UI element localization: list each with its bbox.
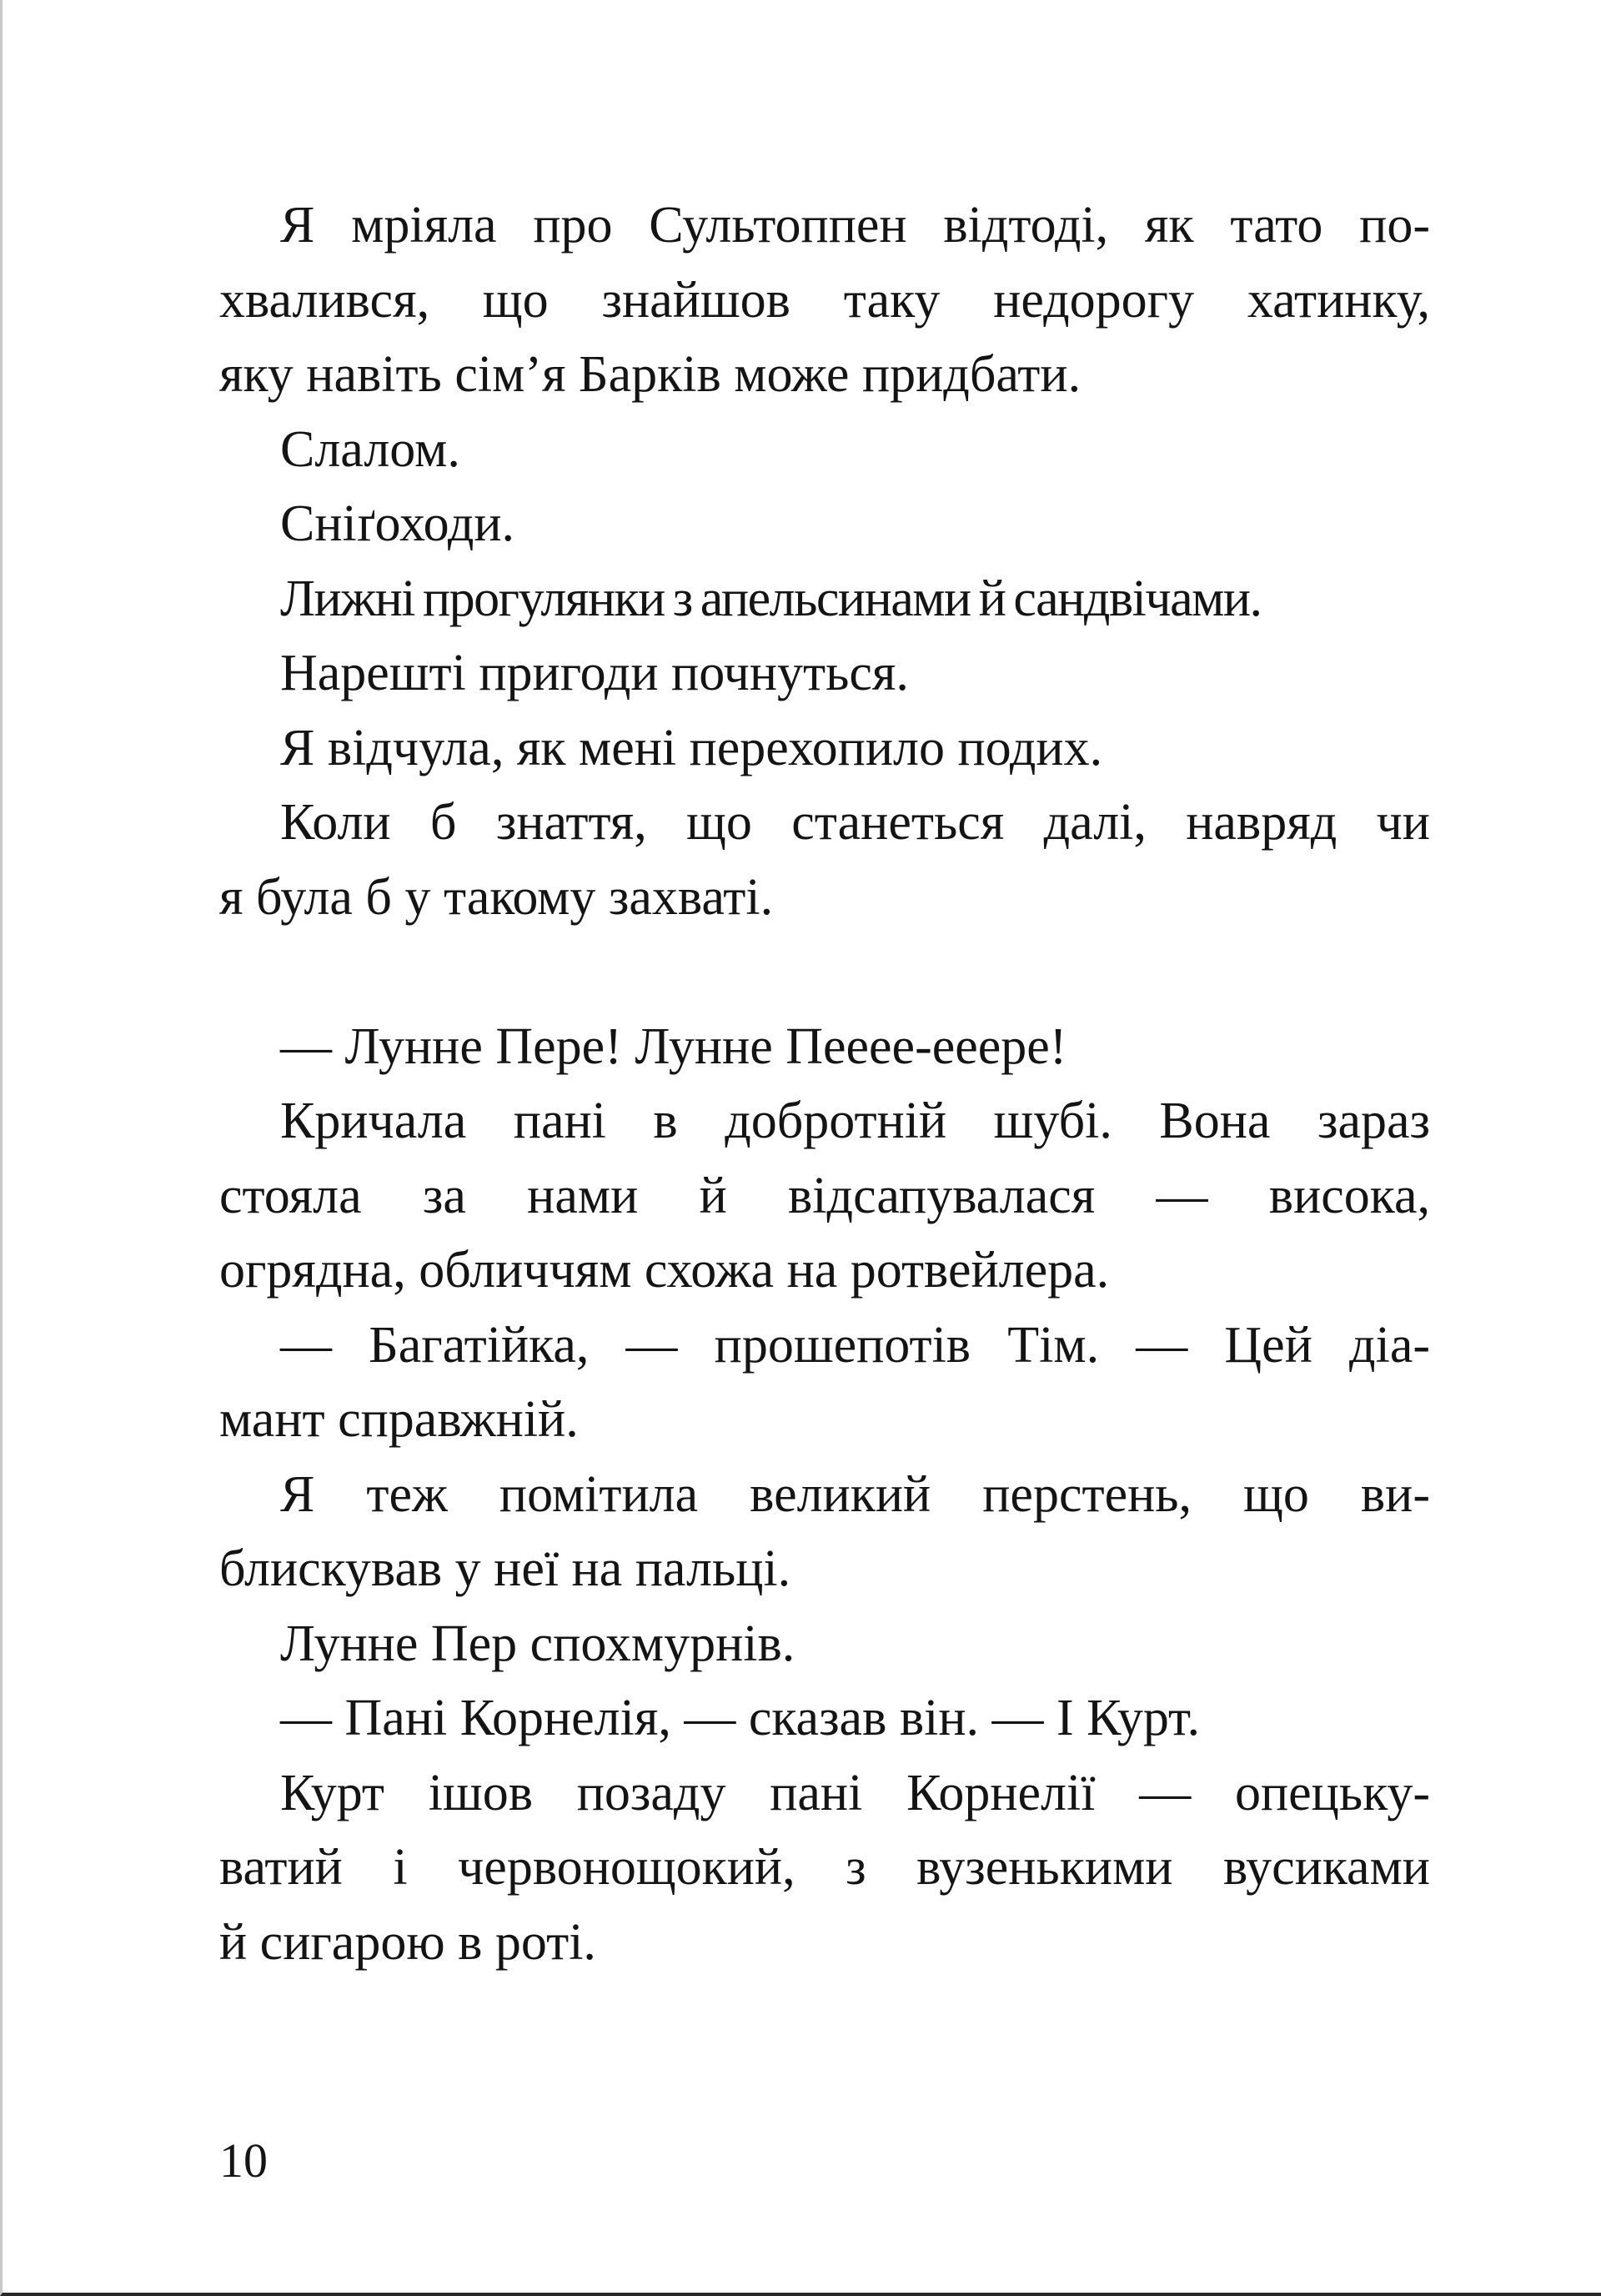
text-line: я була б у такому захваті. xyxy=(219,868,774,926)
text-line: Сніґоходи. xyxy=(280,495,515,552)
text-line: Лунне Пер спохмурнів. xyxy=(280,1615,795,1672)
text-line: мант справжній. xyxy=(219,1391,579,1448)
text-line: й сигарою в роті. xyxy=(219,1913,596,1971)
section-break xyxy=(219,935,1430,1010)
text-line: Курт ішов позаду пані Корнелії — опецьку- xyxy=(280,1764,1430,1821)
text-line: Я теж помітила великий перстень, що ви- xyxy=(280,1465,1430,1523)
dialogue-line: — Багатійка, — прошепотів Тім. — Цей діа- xyxy=(280,1316,1430,1374)
text-line: яку навіть сім’я Барків може придбати. xyxy=(219,346,1082,403)
page-number: 10 xyxy=(219,2133,268,2188)
dialogue-line: — Пані Корнелія, — сказав він. — І Курт. xyxy=(280,1690,1200,1746)
body-text xyxy=(219,188,1430,1980)
text-line: Кричала пані в добротній шубі. Вона зараз xyxy=(280,1093,1430,1149)
text-line: Коли б знаття, що станеться далі, навряд чи xyxy=(280,794,1430,851)
text-line: хвалився, що знайшов таку недорогу хатинку, xyxy=(219,271,1430,329)
text-line: Слалом. xyxy=(280,420,460,478)
text-line: Я мріяла про Сультоппен відтоді, як тато по- xyxy=(280,197,1430,254)
text-line: блискував у неї на пальці. xyxy=(219,1540,791,1597)
text-line: Нарешті пригоди почнуться. xyxy=(280,645,909,701)
dialogue-line: — Лунне Пере! Лунне Пееее-ееере! xyxy=(280,1017,1067,1075)
text-line: ватий і червонощокий, з вузенькими вусиками xyxy=(219,1839,1430,1896)
text-line: Я відчула, як мені перехопило подих. xyxy=(280,719,1103,776)
text-line: огрядна, обличчям схожа на ротвейлера. xyxy=(219,1242,1110,1299)
text-line: стояла за нами й відсапувалася — висока, xyxy=(219,1167,1430,1224)
text-line: Лижні прогулянки з апельсинами й сандвічами. xyxy=(280,570,1262,627)
